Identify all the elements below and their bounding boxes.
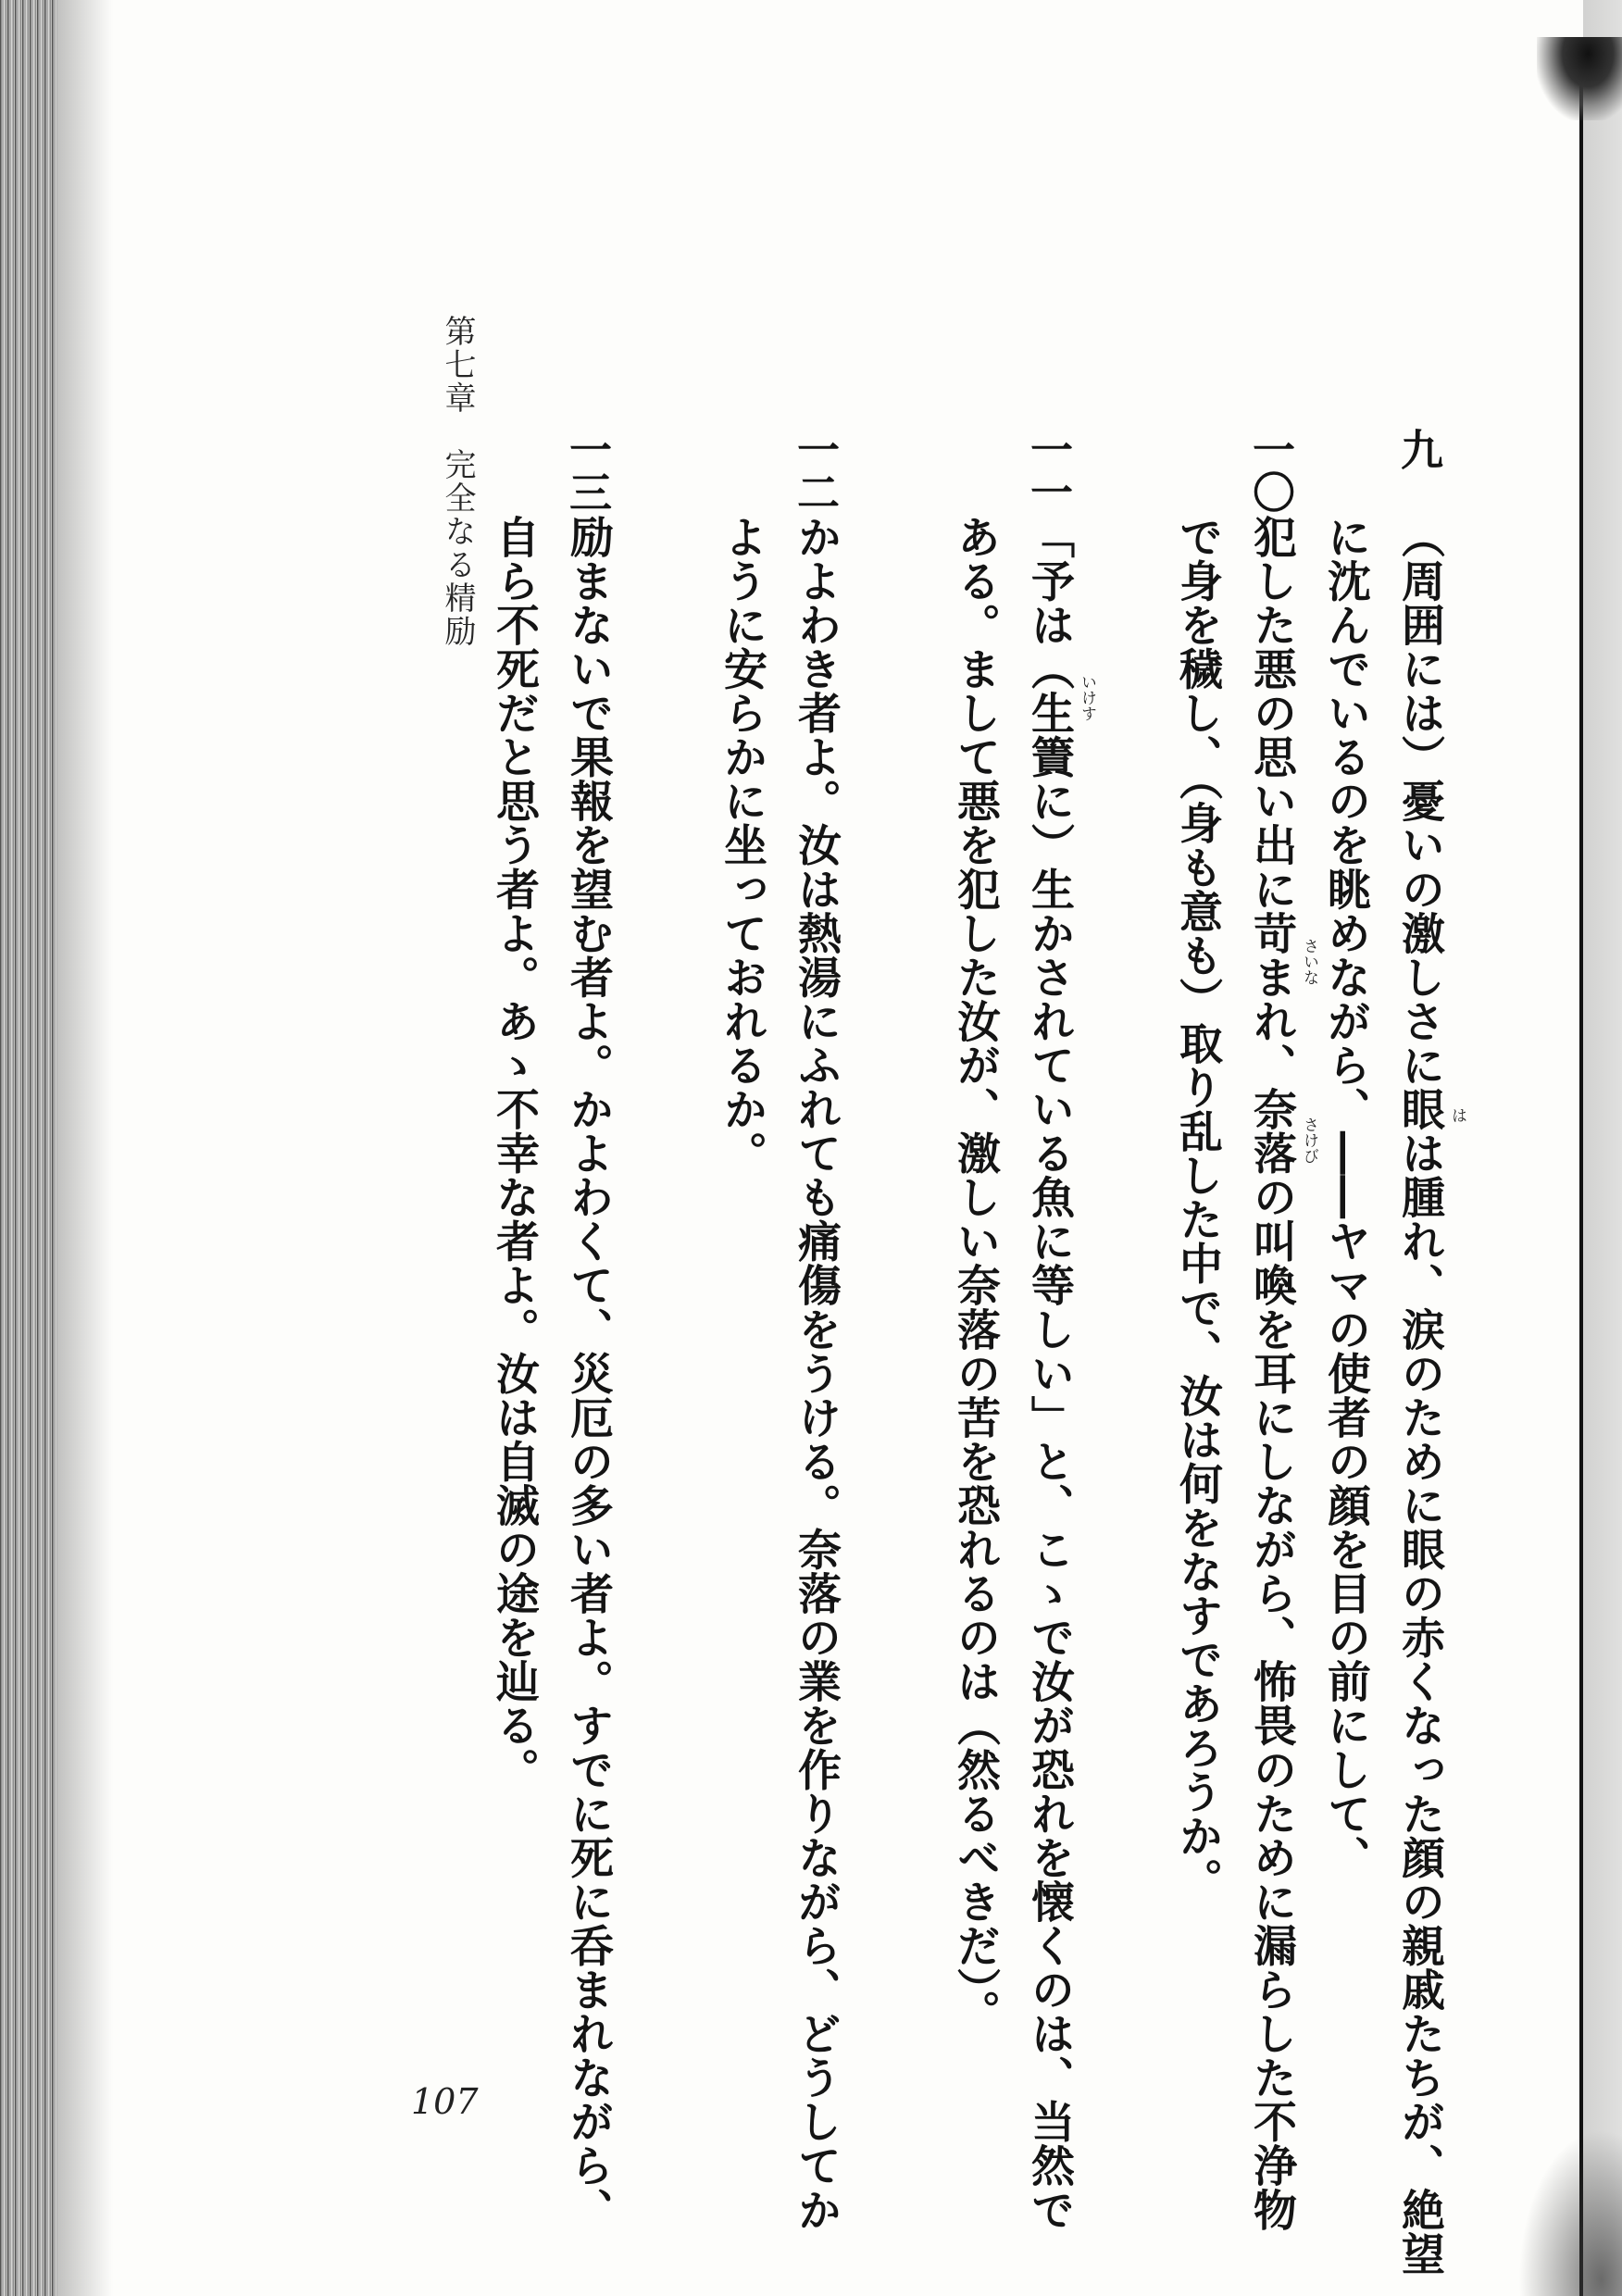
scan-blot-bottom-right [1518, 2129, 1622, 2296]
ruby-gloss: さいな [1300, 938, 1318, 985]
ruby-gloss: いけす [1078, 674, 1096, 721]
ruby-gloss: さけび [1300, 1117, 1318, 1164]
verse-number: 九 [1394, 428, 1444, 470]
verse-line: 犯した悪の思い出に苛まれ、奈落の叫喚を耳にしながら、怖畏のために漏らした不浄物 [1246, 515, 1297, 2232]
verse-line: 「予は（生簀に）生かされている魚に等しい」と、こゝで汝が恐れを懐くのは、当然で [1024, 515, 1075, 2232]
verse-line: ある。まして悪を犯した汝が、激しい奈落の苦を恐れるのは（然るべきだ）。 [950, 515, 1001, 2034]
verse-line: で身を穢し、（身も意も）取り乱した中で、汝は何をなすであろうか。 [1172, 515, 1223, 1903]
verse-number: 一〇 [1246, 428, 1296, 513]
scan-edge-left [0, 0, 57, 2296]
verse-line: 自ら不死だと思う者よ。あゝ不幸な者よ。汝は自滅の途を辿る。 [489, 515, 540, 1791]
scan-blot-top-right [1537, 37, 1622, 120]
page-edge-line [1579, 46, 1583, 2296]
scan-shadow-right [1583, 0, 1622, 2296]
ruby-gloss: は [1448, 1107, 1466, 1123]
verse-line: かよわき者よ。汝は熱湯にふれても痛傷をうける。奈落の業を作りながら、どうしてか [791, 515, 842, 2232]
verse-number: 一一 [1024, 428, 1074, 513]
verse-number: 一三 [563, 428, 613, 513]
verse-line: に沈んでいるのを眺めながら、――ヤマの使者の顔を目の前にして、 [1320, 515, 1371, 1880]
verse-line: （周囲には）憂いの激しさに眼は腫れ、涙のために眼の赤くなった顔の親戚たちが、絶望 [1394, 515, 1445, 2276]
verse-line: 励まないで果報を望む者よ。かよわくて、災厄の多い者よ。すでに死に呑まれながら、 [563, 515, 614, 2232]
scan-shadow-left [57, 0, 113, 2296]
verse-line: ように安らかに坐っておれるか。 [717, 515, 767, 1176]
verse-number: 一二 [791, 428, 841, 513]
running-header: 第七章 完全なる精励 [439, 315, 476, 648]
page-number: 107 [411, 2081, 479, 2122]
